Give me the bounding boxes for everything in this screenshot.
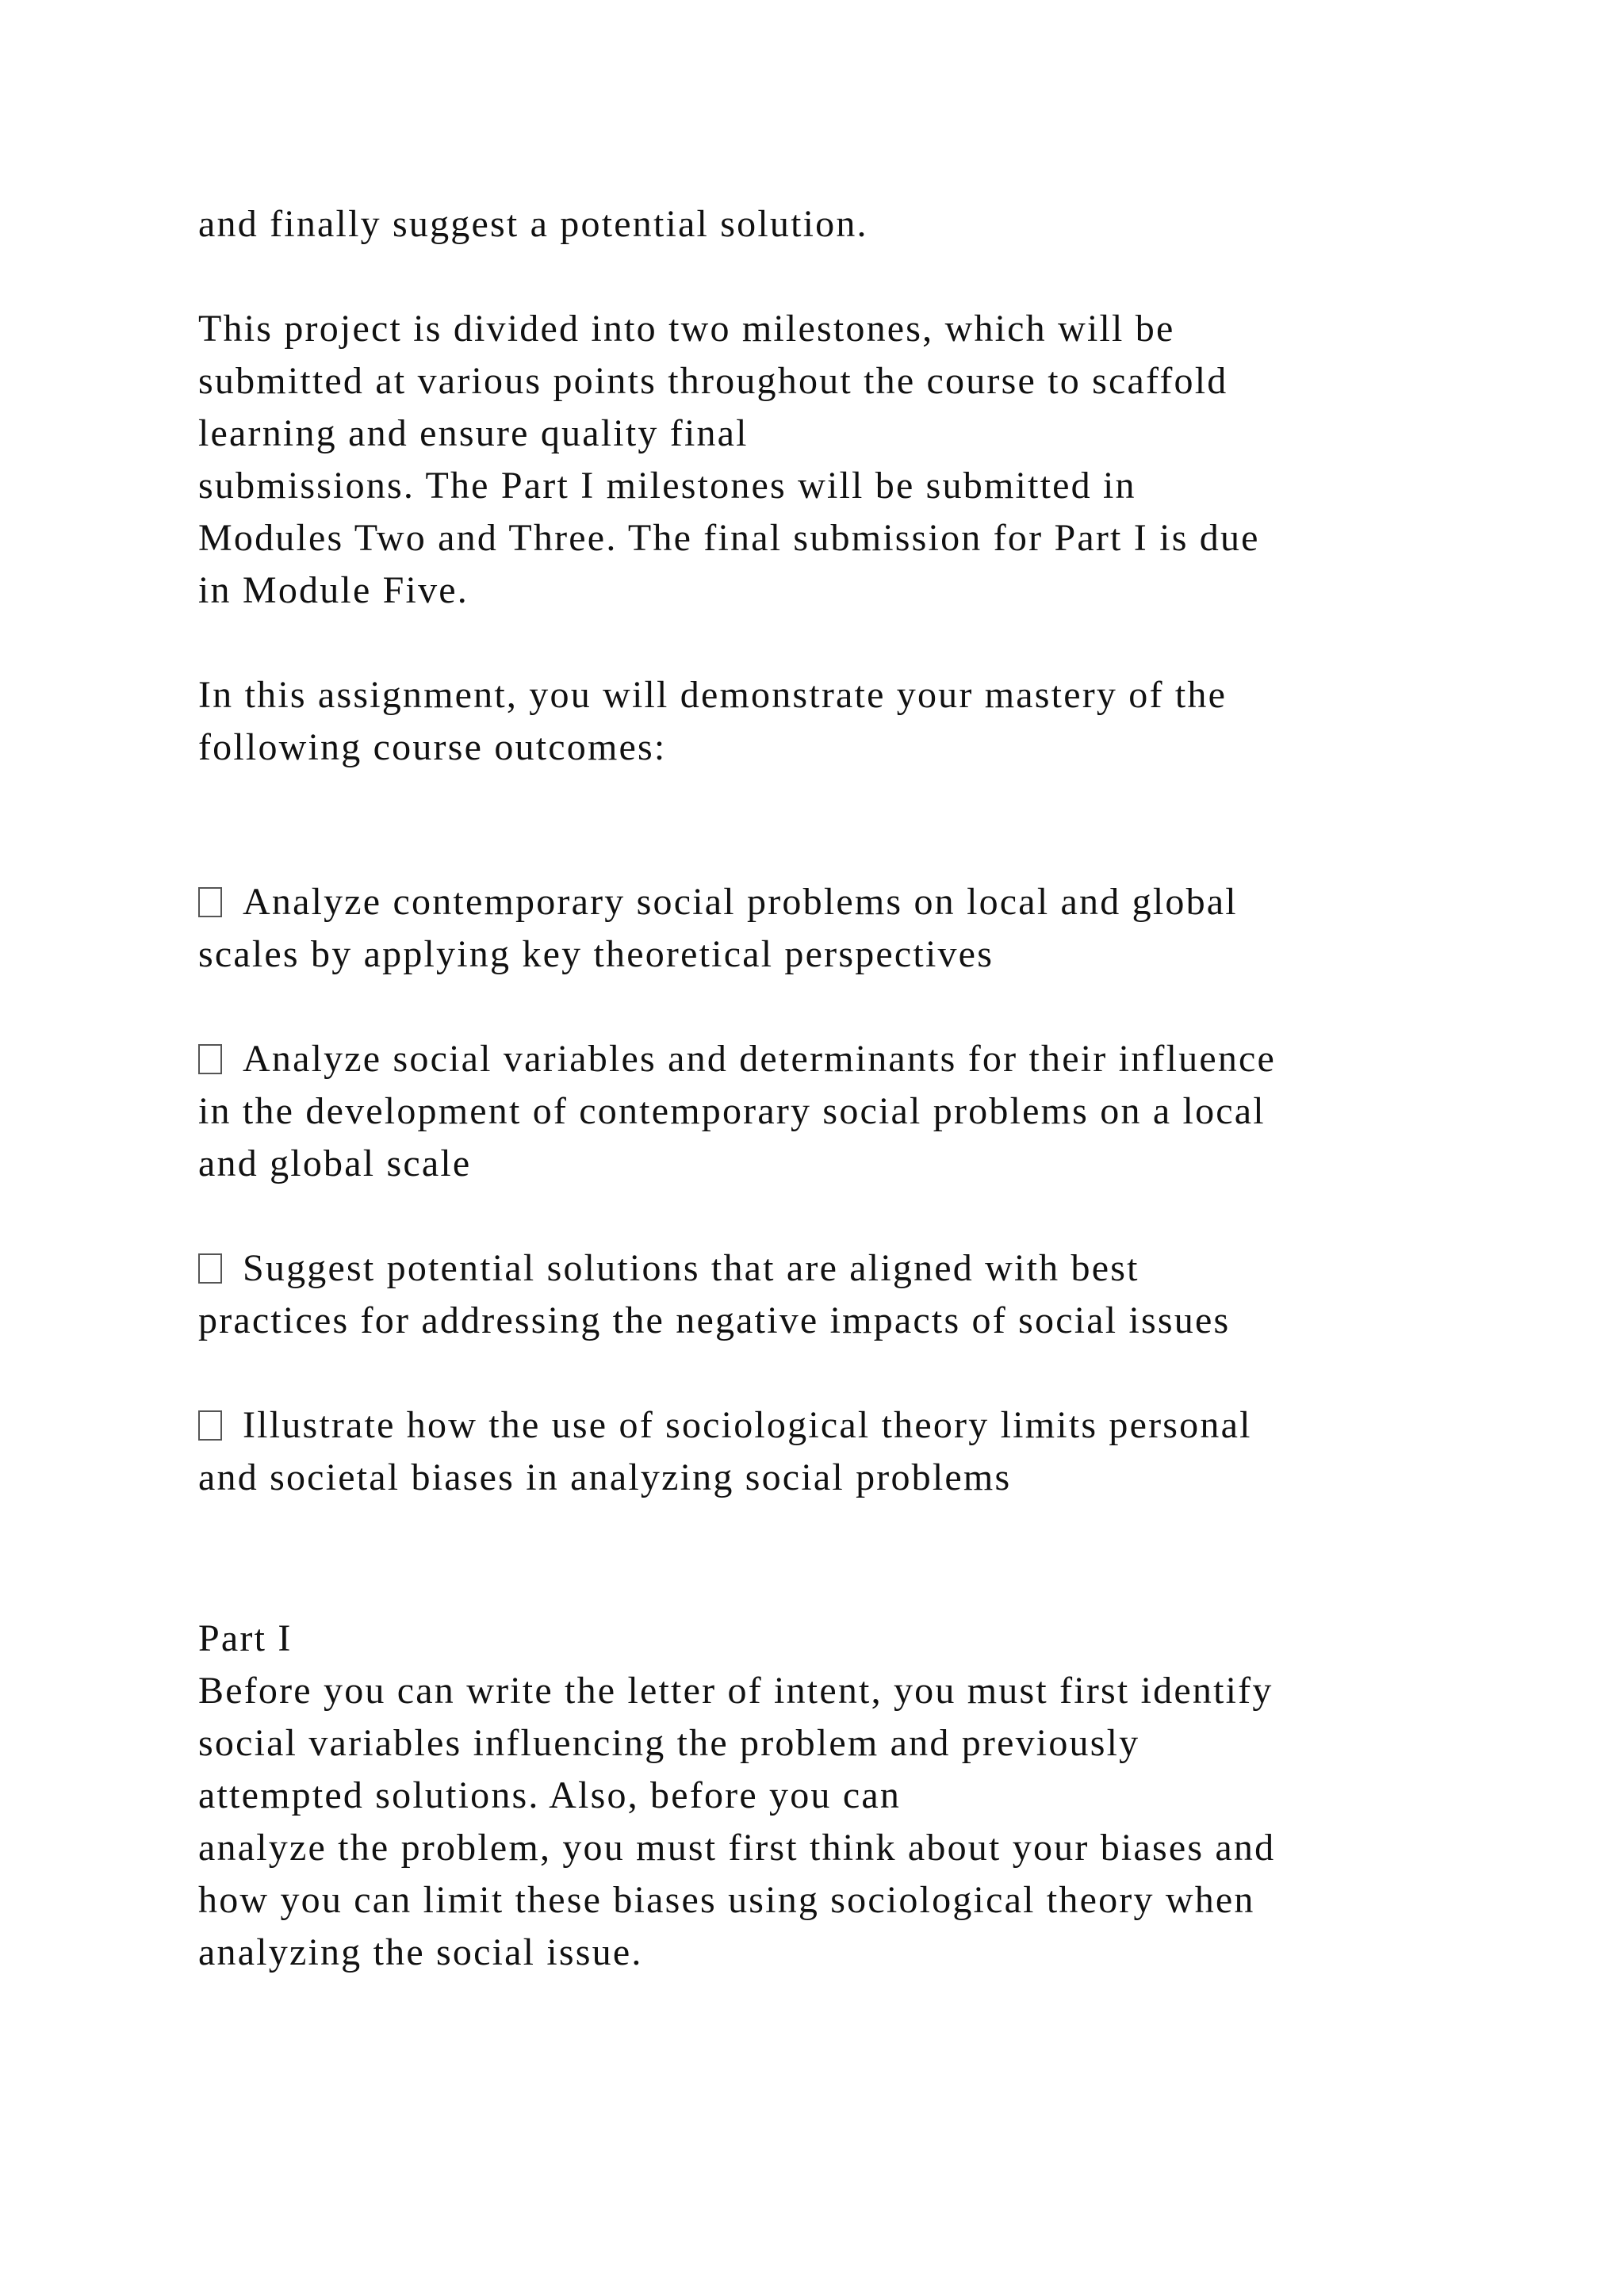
missing-glyph-box-icon [198, 1410, 222, 1441]
missing-glyph-box-icon [198, 1253, 222, 1284]
outcome-line: Analyze contemporary social problems on local and global [243, 881, 1238, 923]
paragraph-line: submissions. The Part I milestones will be submitted in [198, 465, 1136, 507]
part-one-section [198, 1613, 1499, 1979]
outcome-line: Illustrate how the use of sociological theory limits personal [243, 1404, 1252, 1446]
paragraph-line: learning and ensure quality final [198, 412, 749, 454]
paragraph-line: submitted at various points throughout the course to scaffold [198, 360, 1228, 402]
outcome-item [198, 1033, 1499, 1190]
outcome-item [198, 1399, 1499, 1504]
outcome-line: Analyze social variables and determinants for their influence [243, 1038, 1277, 1080]
intro-text [198, 198, 1499, 774]
paragraph-line: This project is divided into two milestones, which will be [198, 308, 1175, 350]
missing-glyph-box-icon [198, 1044, 222, 1074]
section-heading: Part I [198, 1617, 293, 1659]
paragraph-line: how you can limit these biases using sociological theory when [198, 1879, 1255, 1921]
paragraph-line: social variables influencing the problem and previously [198, 1722, 1140, 1764]
paragraph-line: and finally suggest a potential solution. [198, 203, 868, 245]
outcomes-list [198, 876, 1499, 1504]
missing-glyph-box-icon [198, 887, 222, 917]
outcome-item [198, 1242, 1499, 1347]
outcome-line: Suggest potential solutions that are aligned with best [243, 1247, 1139, 1289]
paragraph-line: analyze the problem, you must first think about your biases and [198, 1827, 1276, 1869]
paragraph-line: In this assignment, you will demonstrate your mastery of the [198, 674, 1228, 716]
outcome-line: practices for addressing the negative impacts of social issues [198, 1299, 1231, 1341]
paragraph-line: Modules Two and Three. The final submission for Part I is due [198, 517, 1260, 559]
outcome-item [198, 876, 1499, 981]
paragraph-line: analyzing the social issue. [198, 1931, 643, 1973]
outcome-line: and societal biases in analyzing social problems [198, 1456, 1012, 1498]
paragraph-line: Before you can write the letter of intent, you must first identify [198, 1670, 1274, 1712]
outcome-line: scales by applying key theoretical perspectives [198, 933, 994, 975]
outcome-line: in the development of contemporary social problems on a local [198, 1090, 1266, 1132]
paragraph-line: in Module Five. [198, 569, 469, 611]
outcome-line: and global scale [198, 1142, 472, 1184]
paragraph-line: attempted solutions. Also, before you can [198, 1774, 902, 1816]
paragraph-line: following course outcomes: [198, 726, 667, 768]
